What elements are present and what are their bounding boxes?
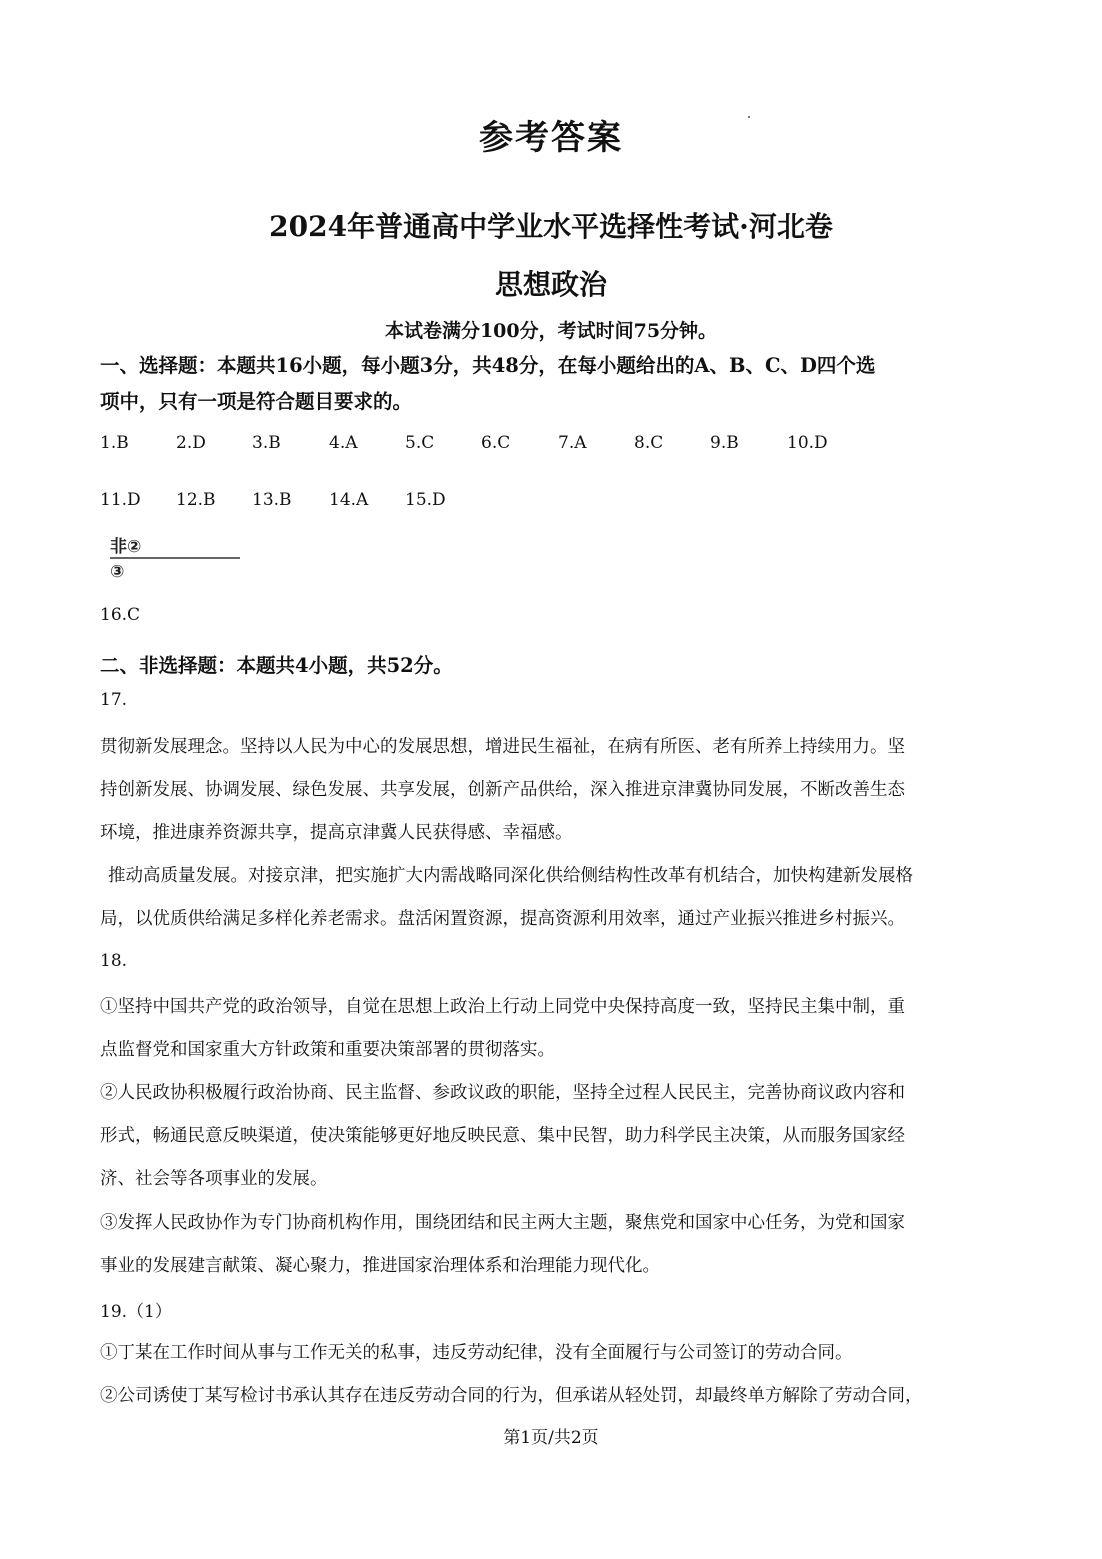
answer-8: 8.C	[634, 433, 664, 453]
section1-title-line2: 项中，只有一项是符合题目要求的。	[100, 390, 413, 413]
answer-5: 5.C	[405, 433, 435, 453]
answers-row-1	[100, 433, 1000, 459]
question-17-number: 17.	[100, 690, 128, 710]
exam-title: 2024年普通高中学业水平选择性考试·河北卷	[269, 210, 833, 243]
figure-bottom-label: ③	[110, 562, 125, 581]
q19-line: ①丁某在工作时间从事与工作无关的私事，违反劳动纪律，没有全面履行与公司签订的劳动合同。	[100, 1343, 853, 1363]
q17-line: 环境，推进康养资源共享，提高京津冀人民获得感、幸福感。	[100, 823, 573, 843]
q18-line: 事业的发展建言献策、凝心聚力，推进国家治理体系和治理能力现代化。	[100, 1256, 660, 1276]
answer-6: 6.C	[481, 433, 511, 453]
q18-line: 点监督党和国家重大方针政策和重要决策部署的贯彻落实。	[100, 1040, 555, 1060]
document-title: 参考答案	[479, 118, 623, 158]
section1-title-line1: 一、选择题：本题共16小题，每小题3分，共48分，在每小题给出的A、B、C、D四个选	[100, 354, 876, 377]
answer-2: 2.D	[176, 433, 206, 453]
answers-row-2	[100, 490, 1000, 516]
answer-13: 13.B	[252, 490, 292, 510]
q18-line: 形式，畅通民意反映渠道，使决策能够更好地反映民意、集中民智，助力科学民主决策，从而服务国家经	[100, 1126, 905, 1146]
answer-14: 14.A	[329, 490, 369, 510]
q18-line: ①坚持中国共产党的政治领导，自觉在思想上政治上行动上同党中央保持高度一致，坚持民主集中制，重	[100, 997, 905, 1017]
subject-title: 思想政治	[494, 268, 607, 301]
exam-info: 本试卷满分100分，考试时间75分钟。	[384, 320, 718, 342]
q17-line: 贯彻新发展理念。坚持以人民为中心的发展思想，增进民生福祉，在病有所医、老有所养上持续用力。坚	[100, 737, 905, 757]
q17-line: 推动高质量发展。对接京津，把实施扩大内需战略同深化供给侧结构性改革有机结合，加快构建新发展格	[108, 866, 913, 886]
answer-1: 1.B	[100, 433, 129, 453]
section2-title: 二、非选择题：本题共4小题，共52分。	[100, 654, 453, 677]
answer-10: 10.D	[787, 433, 828, 453]
answer-4: 4.A	[329, 433, 358, 453]
answer-7: 7.A	[558, 433, 587, 453]
option-figure	[108, 533, 248, 581]
q17-line: 局，以优质供给满足多样化养老需求。盘活闲置资源，提高资源利用效率，通过产业振兴推进乡村振兴。	[100, 909, 905, 929]
answer-15: 15.D	[405, 490, 446, 510]
answer-9: 9.B	[710, 433, 739, 453]
page-footer: 第1页/共2页	[503, 1428, 599, 1448]
question-19-number: 19.（1）	[100, 1302, 172, 1322]
q18-line: ②人民政协积极履行政治协商、民主监督、参政议政的职能，坚持全过程人民民主，完善协商议政内容和	[100, 1083, 905, 1103]
answer-16: 16.C	[100, 605, 141, 625]
answer-12: 12.B	[176, 490, 216, 510]
q18-line: ③发挥人民政协作为专门协商机构作用，围绕团结和民主两大主题，聚焦党和国家中心任务，为党和国家	[100, 1213, 905, 1233]
q18-line: 济、社会等各项事业的发展。	[100, 1169, 328, 1189]
answer-11: 11.D	[100, 490, 141, 510]
q17-line: 持创新发展、协调发展、绿色发展、共享发展，创新产品供给，深入推进京津冀协同发展，不断改善生态	[100, 780, 905, 800]
answer-3: 3.B	[252, 433, 281, 453]
figure-top-label: 非②	[110, 537, 142, 557]
question-18-number: 18.	[100, 951, 128, 971]
q19-line: ②公司诱使丁某写检讨书承认其存在违反劳动合同的行为，但承诺从轻处罚，却最终单方解除了劳动合同，	[100, 1386, 923, 1406]
